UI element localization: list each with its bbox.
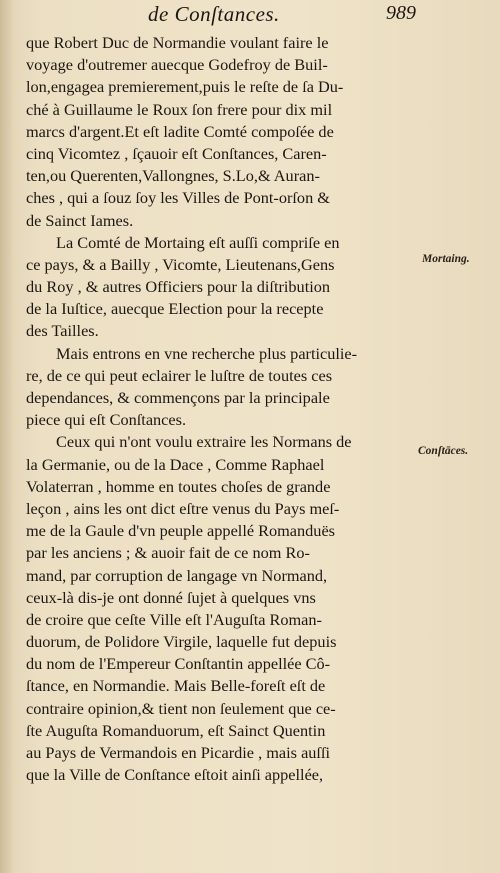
text-line: mand, par corruption de langage vn Normand,: [26, 565, 328, 585]
text-line: voyage d'outremer auecque Godefroy de Buil-: [26, 55, 328, 75]
text-line: lon,engagea premierement,puis le reſte de ſa Du-: [26, 77, 344, 97]
text-line: piece qui eſt Conſtances.: [26, 410, 187, 430]
text-line: La Comté de Mortaing eſt auſſi compriſe en: [56, 232, 340, 252]
body-text: [26, 32, 414, 786]
page-gutter-shadow: [0, 0, 14, 873]
text-line: ceux-là dis-je ont donné ſujet à quelques vns: [26, 587, 316, 607]
text-line: dependances, & commençons par la principale: [26, 388, 330, 407]
text-line: que la Ville de Conſtance eſtoit ainſi appellée,: [26, 765, 324, 785]
text-line: ches , qui a ſouz ſoy les Villes de Pont-orſon &: [26, 188, 330, 208]
text-line: cinq Vicomtez , ſçauoir eſt Conſtances, Caren-: [26, 143, 327, 163]
running-title: de Conſtances.: [148, 2, 280, 26]
text-line: ten,ou Querenten,Vallongnes, S.Lo,& Auran-: [26, 166, 320, 186]
text-line: marcs d'argent.Et eſt ladite Comté compoſée de: [26, 121, 334, 141]
text-line: duorum, de Polidore Virgile, laquelle fut depuis: [26, 632, 337, 652]
text-line: au Pays de Vermandois en Picardie , mais auſſi: [26, 743, 331, 762]
text-line: que Robert Duc de Normandie voulant faire le: [26, 33, 329, 52]
text-line: Mais entrons en vne recherche plus particulie-: [56, 343, 358, 363]
text-line: Ceux qui n'ont voulu extraire les Normans de: [56, 432, 352, 452]
text-line: contraire opinion,& tient non ſeulement que ce-: [26, 698, 336, 718]
text-line: du Roy , & autres Officiers pour la diſtribution: [26, 277, 331, 297]
text-line: de croire que ceſte Ville eſt l'Auguſta Roman-: [26, 609, 322, 629]
text-line: ce pays, & a Bailly , Vicomte, Lieutenans,Gens: [26, 254, 335, 274]
text-line: des Tailles.: [26, 321, 99, 341]
text-line: ſte Auguſta Romanduorum, eſt Sainct Quentin: [26, 720, 326, 740]
text-line: du nom de l'Empereur Conſtantin appellée Cô-: [26, 654, 331, 674]
text-line: par les anciens ; & auoir fait de ce nom Ro-: [26, 543, 310, 563]
text-line: de la Iuſtice, auecque Election pour la recepte: [26, 299, 324, 319]
text-line: re, de ce qui peut eclairer le luſtre de toutes ces: [26, 365, 333, 385]
text-line: leçon , ains les ont dict eſtre venus du Pays meſ-: [26, 498, 340, 518]
margin-note-mortaing: Mortaing.: [422, 253, 470, 265]
margin-note-constances: Conſtāces.: [418, 445, 469, 457]
text-line: ché à Guillaume le Roux ſon frere pour dix mil: [26, 99, 333, 119]
text-line: Volaterran , homme en toutes choſes de grande: [26, 476, 331, 496]
text-line: me de la Gaule d'vn peuple appellé Romanduës: [26, 521, 336, 541]
text-line: la Germanie, ou de la Dace , Comme Raphael: [26, 454, 325, 474]
text-line: de Sainct Iames.: [26, 210, 134, 230]
page-number: 989: [386, 2, 416, 24]
text-line: ſtance, en Normandie. Mais Belle-foreſt eſt de: [26, 676, 326, 696]
